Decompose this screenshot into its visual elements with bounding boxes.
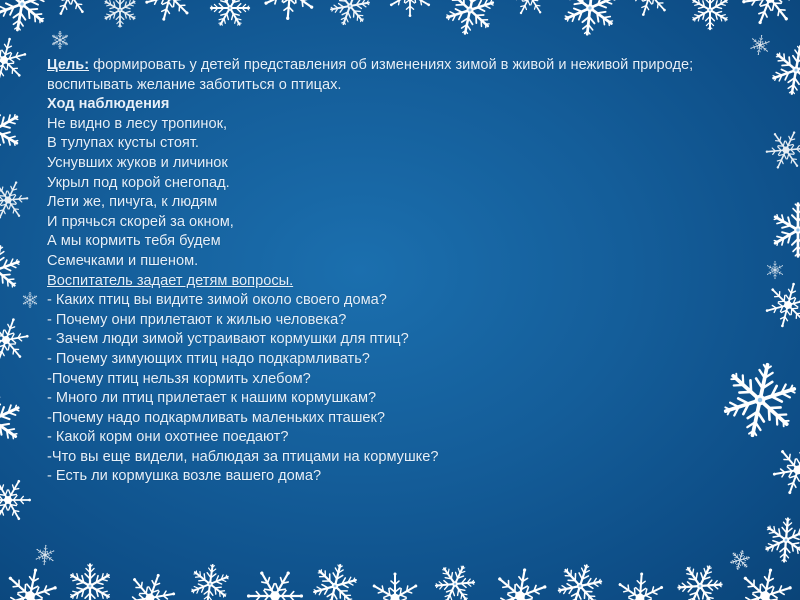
poem-line: Семечками и пшеном. <box>47 252 199 269</box>
snowflake-icon <box>309 560 361 600</box>
snowflake-icon <box>488 564 551 600</box>
snowflake-icon <box>52 31 69 48</box>
snowflake-icon <box>69 564 111 600</box>
question-item: - Зачем люди зимой устраивают кормушки для птиц? <box>47 331 409 348</box>
poem-line: Укрыл под корой снегопад. <box>47 174 230 191</box>
question-item: - Почему они прилетают к жилью человека? <box>47 311 347 328</box>
snowflake-icon <box>761 277 800 333</box>
snowflake-icon <box>749 33 772 57</box>
snowflake-icon <box>442 0 498 38</box>
snowflake-icon <box>0 311 35 369</box>
snowflake-icon <box>388 0 432 17</box>
snowflake-icon <box>691 0 729 29</box>
snowflake-icon <box>553 559 607 600</box>
snowflake-icon <box>0 104 20 157</box>
question-item: -Почему птиц нельзя кормить хлебом? <box>47 370 311 387</box>
goal-paragraph <box>47 56 697 95</box>
question-item: - Есть ли кормушка возле вашего дома? <box>47 468 322 485</box>
snowflake-icon <box>118 566 182 600</box>
snowflake-icon <box>40 0 100 24</box>
snowflake-icon <box>0 389 23 451</box>
goal-label: Цель: <box>47 57 90 73</box>
snowflake-icon <box>0 469 39 531</box>
goal-text: формировать у детей представления об изменениях зимой в живой и неживой природе; воспитывать желание заботиться о птицах. <box>47 57 694 93</box>
snowflake-icon <box>760 123 800 177</box>
snowflake-icon <box>763 517 800 564</box>
poem-line: И прячься скорей за окном, <box>47 213 234 230</box>
snowflake-icon <box>370 573 419 600</box>
poem-line: В тулупах кусты стоят. <box>47 135 199 152</box>
snowflake-icon <box>0 32 31 88</box>
snowflake-icon <box>261 0 320 22</box>
snowflake-icon <box>238 558 313 600</box>
question-item: -Почему надо подкармливать маленьких пташек? <box>47 409 386 426</box>
snowflake-icon <box>718 357 800 442</box>
snowflake-icon <box>503 0 557 23</box>
snowflake-icon <box>0 563 62 600</box>
snowflake-icon <box>733 563 798 600</box>
questions-heading: Воспитатель задает детям вопросы. <box>47 272 294 289</box>
snowflake-icon <box>766 261 784 279</box>
snowflake-icon <box>614 571 667 600</box>
snowflake-icon <box>104 0 137 27</box>
snowflake-icon <box>430 559 480 600</box>
slide-text <box>47 56 697 487</box>
snowflake-icon <box>189 562 232 600</box>
snowflake-icon <box>22 292 37 307</box>
snowflake-icon <box>728 548 751 571</box>
snowflake-icon <box>734 0 800 34</box>
poem-line: Не видно в лесу тропинок, <box>47 115 228 132</box>
snowflake-icon <box>622 0 678 23</box>
poem-line: Лети же, пичуга, к людям <box>47 194 218 211</box>
snowflake-icon <box>671 557 728 600</box>
snowflake-icon <box>769 42 800 97</box>
snowflake-icon <box>772 204 800 257</box>
poem-line: Уснувших жуков и личинок <box>47 154 228 171</box>
poem-line: А мы кормить тебя будем <box>47 233 221 250</box>
question-item: - Много ли птиц прилетает к нашим кормушкам? <box>47 390 377 407</box>
question-item: -Что вы еще видели, наблюдая за птицами на кормушке? <box>47 448 439 465</box>
snowflake-icon <box>766 438 800 503</box>
question-item: - Какой корм они охотнее поедают? <box>47 429 289 446</box>
question-item: - Каких птиц вы видите зимой около своего дома? <box>47 292 387 309</box>
snowflake-icon <box>326 0 375 30</box>
snowflake-icon <box>0 242 23 297</box>
snowflake-icon <box>0 173 34 227</box>
snowflake-icon <box>34 544 55 566</box>
question-item: - Почему зимующих птиц надо подкармливать? <box>47 350 370 367</box>
section-title: Ход наблюдения <box>47 96 170 113</box>
snowflake-icon <box>140 0 201 27</box>
snowflake-icon <box>561 0 618 37</box>
snowflake-icon <box>0 0 52 34</box>
snowflake-icon <box>204 0 256 34</box>
